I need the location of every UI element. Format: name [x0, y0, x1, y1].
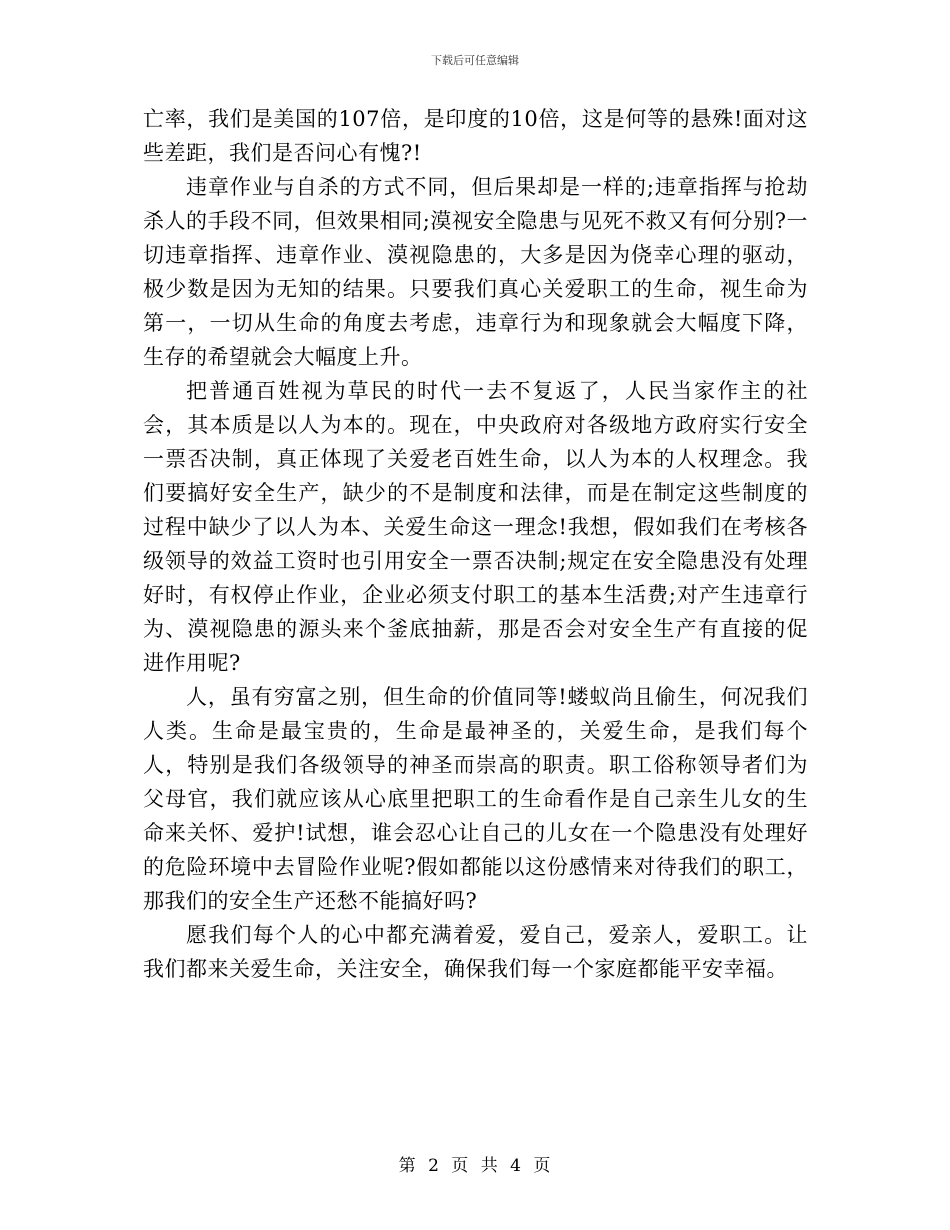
paragraph-1: 亡率，我们是美国的107倍，是印度的10倍，这是何等的悬殊!面对这些差距，我们是否问心有愧?!	[143, 107, 808, 165]
paragraph-2: 违章作业与自杀的方式不同，但后果却是一样的;违章指挥与抢劫杀人的手段不同，但效果相同;漠视安全隐患与见死不救又有何分别?一切违章指挥、违章作业、漠视隐患的，大多是因为侥幸心理的驱动，极少数是因为无知的结果。只要我们真心关爱职工的生命，视生命为第一，一切从生命的角度去考虑，违章行为和现象就会大幅度下降，生存的希望就会大幅度上升。	[143, 175, 808, 369]
page-footer: 第 2 页 共 4 页	[398, 1156, 552, 1176]
paragraph-3: 把普通百姓视为草民的时代一去不复返了，人民当家作主的社会，其本质是以人为本的。现在，中央政府对各级地方政府实行安全一票否决制，真正体现了关爱老百姓生命，以人为本的人权理念。我们要搞好安全生产，缺少的不是制度和法律，而是在制定这些制度的过程中缺少了以人为本、关爱生命这一理念!我想，假如我们在考核各级领导的效益工资时也引用安全一票否决制;规定在安全隐患没有处理好时，有权停止作业，企业必须支付职工的基本生活费;对产生违章行为、漠视隐患的源头来个釜底抽薪，那是否会对安全生产有直接的促进作用呢?	[143, 379, 808, 675]
paragraph-4: 人，虽有穷富之别，但生命的价值同等!蝼蚁尚且偷生，何况我们人类。生命是最宝贵的，生命是最神圣的，关爱生命，是我们每个人，特别是我们各级领导的神圣而崇高的职责。职工俗称领导者们为父母官，我们就应该从心底里把职工的生命看作是自己亲生儿女的生命来关怀、爱护!试想，谁会忍心让自己的儿女在一个隐患没有处理好的危险环境中去冒险作业呢?假如都能以这份感情来对待我们的职工，那我们的安全生产还愁不能搞好吗?	[143, 685, 808, 913]
paragraph-5: 愿我们每个人的心中都充满着爱，爱自己，爱亲人，爱职工。让我们都来关爱生命，关注安全，确保我们每一个家庭都能平安幸福。	[143, 923, 808, 981]
document-body	[143, 102, 808, 986]
page-header: 下载后可任意编辑	[431, 54, 519, 67]
